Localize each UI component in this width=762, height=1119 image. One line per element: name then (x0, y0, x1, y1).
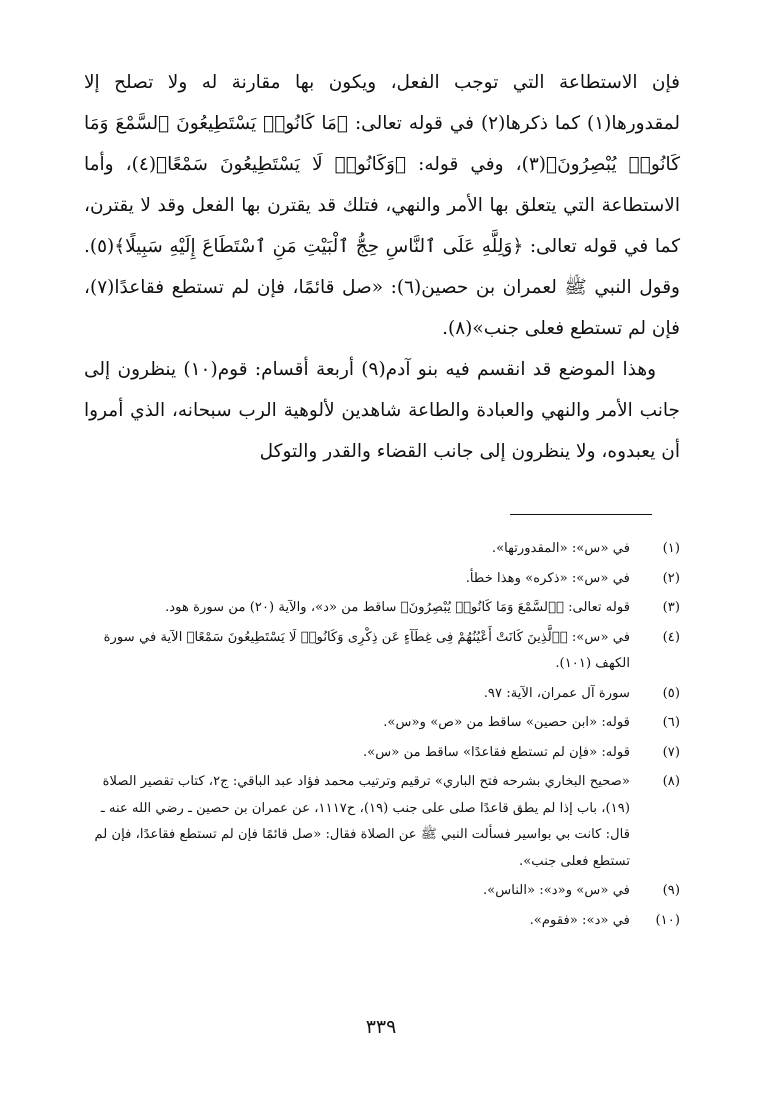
footnote-number: (٥) (662, 685, 680, 701)
footnote-text: في «س» و«د»: «الناس». (482, 883, 630, 898)
footnote-text: قوله: «ابن حصين» ساقط من «ص» و«س». (383, 715, 630, 730)
footnote-item (84, 566, 680, 593)
footnote-item (84, 740, 680, 767)
footnote-text: «صحيح البخاري بشرحه فتح الباري» ترقيم وترتيب محمد فؤاد عبد الباقي: ج٢، كتاب تقصير الصلاة (١٩)، باب إذا لم يطق قاعدًا صلى على جنب (١٩)، ح١١١٧، عن عمران بن حصين ـ رضي الله عنه ـ قال: كانت بي بواسير فسألت النبي ﷺ عن الصلاة فقال: «صل قائمًا فإن لم تستطع فقاعدًا، فإن لم تستطع فعلى جنب». (94, 774, 630, 869)
footnote-number: (٢) (662, 570, 680, 586)
footnote-number: (٧) (662, 744, 680, 760)
main-paragraph-1: فإن الاستطاعة التي توجب الفعل، ويكون بها مقارنة له ولا تصلح إلا لمقدورها(١) كما ذكرها(٢) في قوله تعالى: ﴿مَا كَانُوا۟ يَسْتَطِيعُونَ ٱلسَّمْعَ وَمَا كَانُوا۟ يُبْصِرُونَ﴾(٣)، وفي قوله: ﴿وَكَانُوا۟ لَا يَسْتَطِيعُونَ سَمْعًا﴾(٤)، وأما الاستطاعة التي يتعلق بها الأمر والنهي، فتلك قد يقترن بها الفعل وقد لا يقترن، كما في قوله تعالى: ﴿وَلِلَّهِ عَلَى ٱلنَّاسِ حِجُّ ٱلْبَيْتِ مَنِ ٱسْتَطَاعَ إِلَيْهِ سَبِيلًا﴾(٥). وقول النبي ﷺ لعمران بن حصين(٦): «صل قائمًا، فإن لم تستطع فقاعدًا(٧)، فإن لم تستطع فعلى جنب»(٨). (84, 72, 681, 339)
footnote-number: (٤) (662, 629, 680, 645)
footnote-number: (٦) (662, 715, 680, 730)
footnote-number: (١) (662, 541, 680, 556)
footnote-number: (٩) (662, 883, 680, 898)
main-paragraph-2: وهذا الموضع قد انقسم فيه بنو آدم(٩) أربعة أقسام: قوم(١٠) ينظرون إلى جانب الأمر والنهي والعبادة والطاعة شاهدين لألوهية الرب سبحانه، الذي أمروا أن يعبدوه، ولا ينظرون إلى جانب القضاء والقدر والتوكل (84, 359, 680, 462)
footnote-item (84, 710, 680, 737)
footnote-text: سورة آل عمران، الآية: ٩٧. (483, 685, 630, 701)
footnote-number: (٣) (662, 600, 680, 615)
footnote-item (84, 681, 680, 708)
footnote-text: في «س»: ﴿ٱلَّذِينَ كَانَتْ أَعْيُنُهُمْ فِى غِطَآءٍ عَن ذِكْرِى وَكَانُوا۟ لَا يَسْتَطِيعُونَ سَمْعًا﴾ الآية في سورة الكهف (١٠١). (103, 629, 630, 671)
footnotes-list (84, 536, 680, 937)
footnote-item (84, 595, 680, 622)
footnote-text: في «س»: «ذكره» وهذا خطأ. (465, 570, 630, 586)
footnote-item (84, 878, 680, 905)
footnote-number: (١٠) (655, 912, 680, 928)
main-text-body (84, 62, 680, 472)
footnote-separator (510, 514, 652, 515)
footnote-item (84, 536, 680, 563)
footnote-text: في «س»: «المقدورتها». (491, 541, 630, 556)
footnote-number: (٨) (662, 774, 680, 789)
page-number: ٣٣٩ (365, 1016, 397, 1038)
footnote-item (84, 908, 680, 935)
footnote-text: قوله تعالى: ﴿ٱلسَّمْعَ وَمَا كَانُوا۟ يُبْصِرُونَ﴾ ساقط من «د»، والآية (٢٠) من سورة هود. (165, 600, 630, 615)
footnote-item (84, 769, 680, 875)
footnote-text: في «د»: «فقوم». (529, 912, 630, 928)
footnote-item (84, 625, 680, 678)
footnote-text: قوله: «فإن لم تستطع فقاعدًا» ساقط من «س». (362, 744, 630, 760)
